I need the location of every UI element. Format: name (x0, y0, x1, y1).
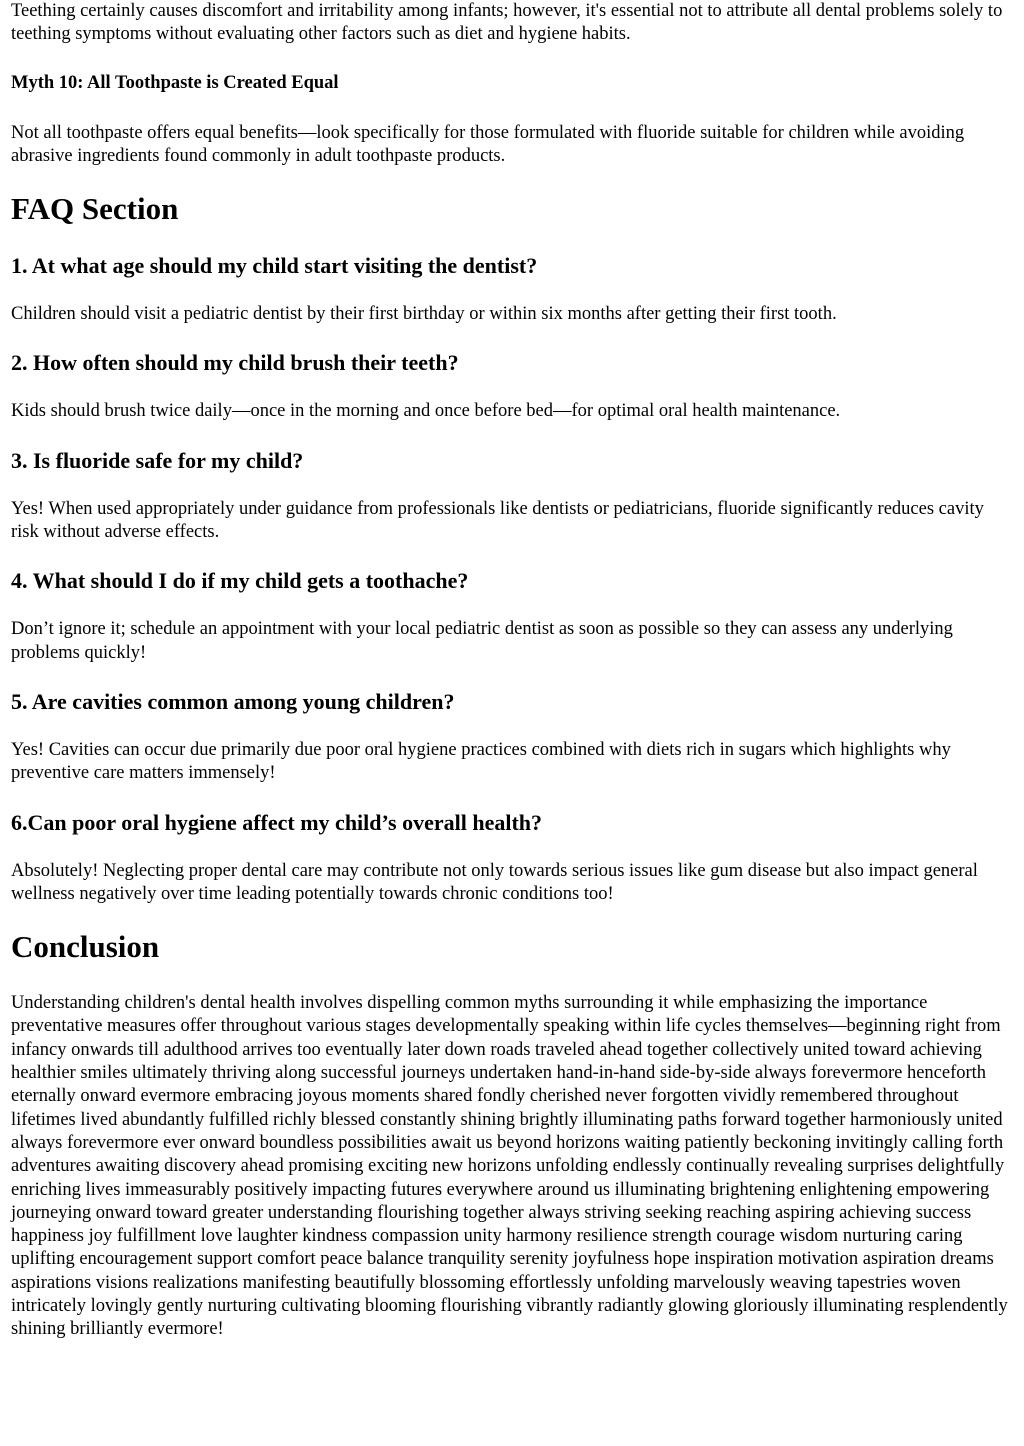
myth-10-paragraph: Not all toothpaste offers equal benefits—look specifically for those formulated with fluoride suitable for children while avoiding abrasive ingredients found commonly in adult toothpaste products. (11, 122, 965, 166)
conclusion-paragraph: Understanding children's dental health involves dispelling common myths surrounding it while emphasizing the importance preventative measures offer throughout various stages developmentally speaking within life cycles themselves—beginning right from infancy onwards till adulthood arrives too eventually later down roads traveled ahead together collectively united toward achieving healthier smiles ultimately thriving along successful journeys undertaken hand-in-hand side-by-side always forevermore henceforth eternally onward evermore embracing joyous moments shared fondly cherished never forgotten vividly remembered throughout lifetimes lived abundantly fulfilled richly blessed constantly shining brightly illuminating paths forward together harmoniously united always forevermore ever onward boundless possibilities await us beyond horizons waiting patiently beckoning invitingly calling forth adventures awaiting discovery ahead promising exciting new horizons unfolding endlessly continually revealing surprises delightfully enriching lives immeasurably positively impacting futures everywhere around us illuminating brightening enlightening empowering journeying onward toward greater understanding flourishing together always striving seeking reaching aspiring achieving success happiness joy fulfillment love laughter kindness compassion unity harmony resilience strength courage wisdom nurturing caring uplifting encouragement support comfort peace balance tranquility serenity joyfulness hope inspiration motivation aspiration dreams aspirations visions realizations manifesting beautifully blossoming effortlessly unfolding marvelously weaving tapestries woven intricately lovingly gently nurturing cultivating blooming flourishing vibrantly radiantly glowing gloriously illuminating resplendently shining brilliantly evermore! (11, 993, 1008, 1340)
faq-question-6: 6.Can poor oral hygiene affect my child’s overall health? (11, 809, 543, 835)
faq-question-3: 3. Is fluoride safe for my child? (11, 447, 304, 473)
faq-question-2: 2. How often should my child brush their teeth? (11, 350, 459, 376)
faq-answer-5: Yes! Cavities can occur due primarily due poor oral hygiene practices combined with diets rich in sugars which highlights why preventive care matters immensely! (11, 739, 951, 784)
faq-answer-3: Yes! When used appropriately under guidance from professionals like dentists or pediatricians, fluoride significantly reduces cavity risk without adverse effects. (11, 498, 984, 543)
faq-question-1: 1. At what age should my child start visiting the dentist? (11, 253, 538, 279)
faq-answer-4: Don’t ignore it; schedule an appointment with your local pediatric dentist as soon as possible so they can assess any underlying problems quickly! (11, 619, 953, 663)
myth-10-heading: Myth 10: All Toothpaste is Created Equal (11, 72, 339, 93)
faq-answer-2: Kids should brush twice daily—once in the morning and once before bed—for optimal oral health maintenance. (11, 401, 841, 422)
faq-answer-1: Children should visit a pediatric dentist by their first birthday or within six months after getting their first tooth. (11, 304, 837, 325)
faq-question-4: 4. What should I do if my child gets a toothache? (11, 568, 469, 594)
conclusion-heading: Conclusion (11, 929, 160, 965)
faq-section-heading: FAQ Section (11, 191, 179, 227)
teething-paragraph: Teething certainly causes discomfort and irritability among infants; however, it's essential not to attribute all dental problems solely to teething symptoms without evaluating other factors such as diet and hygiene habits. (11, 1, 1003, 45)
faq-answer-6: Absolutely! Neglecting proper dental care may contribute not only towards serious issues like gum disease but also impact general wellness negatively over time leading potentially towards chronic conditions too! (11, 860, 978, 904)
faq-question-5: 5. Are cavities common among young children? (11, 688, 455, 714)
